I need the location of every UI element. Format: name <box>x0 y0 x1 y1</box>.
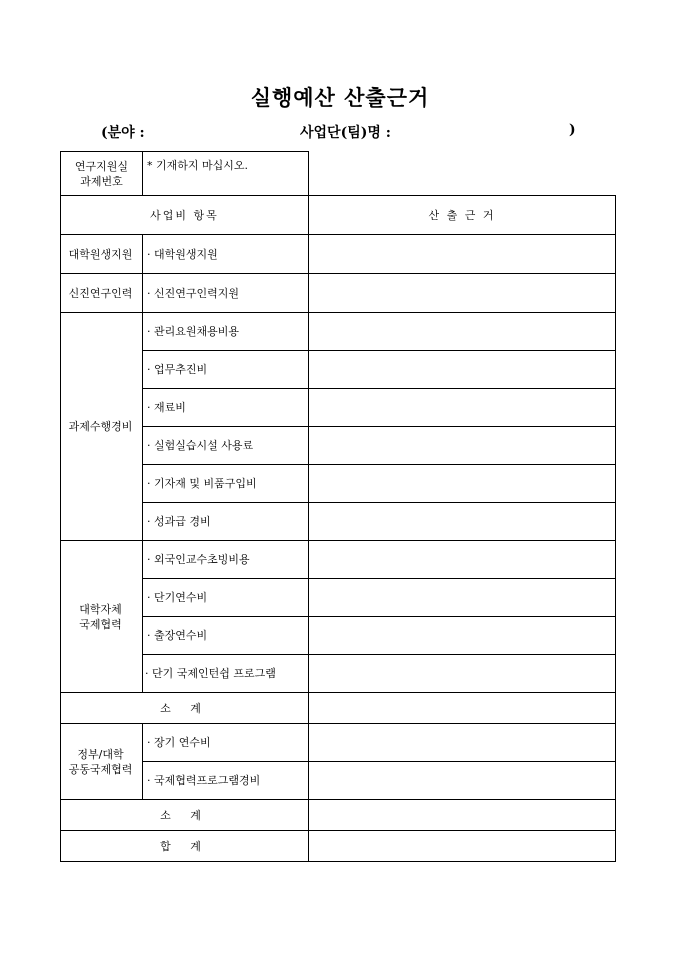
item-label: · 출장연수비 <box>143 617 309 655</box>
table-row <box>61 235 616 274</box>
basis-input-cell[interactable] <box>309 235 616 274</box>
table-row <box>61 579 616 617</box>
basis-input-cell[interactable] <box>309 617 616 655</box>
table-row <box>61 762 616 800</box>
table-row <box>61 351 616 389</box>
empty-corner <box>309 152 616 196</box>
total-label: 합 계 <box>61 831 309 862</box>
item-label: · 재료비 <box>143 389 309 427</box>
item-label: · 관리요원채용비용 <box>143 313 309 351</box>
table-row <box>61 465 616 503</box>
basis-input-cell[interactable] <box>309 655 616 693</box>
basis-input-cell[interactable] <box>309 579 616 617</box>
item-label: · 단기연수비 <box>143 579 309 617</box>
group-label-univ-intl-line2: 국제협력 <box>79 617 122 631</box>
item-label: · 업무추진비 <box>143 351 309 389</box>
group-label-univ-intl-line1: 대학자체 <box>79 602 122 616</box>
basis-input-cell[interactable] <box>309 351 616 389</box>
group-label-gov-univ-intl-line2: 공동국제협력 <box>68 762 133 776</box>
total-row <box>61 831 616 862</box>
table-row <box>61 724 616 762</box>
group-label-project-expense: 과제수행경비 <box>61 313 143 541</box>
table-row <box>61 389 616 427</box>
group-label-gov-univ-intl-line1: 정부/대학 <box>77 747 124 761</box>
basis-input-cell[interactable] <box>309 465 616 503</box>
budget-basis-table <box>60 151 616 862</box>
item-label: · 신진연구인력지원 <box>143 274 309 313</box>
basis-input-cell[interactable] <box>309 274 616 313</box>
basis-input-cell[interactable] <box>309 831 616 862</box>
project-number-label-line2: 과제번호 <box>80 174 123 188</box>
group-label-gov-univ-intl <box>61 724 143 800</box>
project-number-label-cell <box>61 152 143 196</box>
project-number-note: * 기재하지 마십시오. <box>143 152 309 196</box>
project-number-row <box>61 152 616 196</box>
table-row <box>61 617 616 655</box>
basis-input-cell[interactable] <box>309 427 616 465</box>
basis-input-cell[interactable] <box>309 800 616 831</box>
item-label: · 실험실습시설 사용료 <box>143 427 309 465</box>
group-label-univ-intl <box>61 541 143 693</box>
subtotal-row <box>61 693 616 724</box>
table-row <box>61 427 616 465</box>
item-label: · 단기 국제인턴쉽 프로그램 <box>143 655 309 693</box>
group-label-grad-support: 대학원생지원 <box>61 235 143 274</box>
basis-input-cell[interactable] <box>309 724 616 762</box>
item-label: · 장기 연수비 <box>143 724 309 762</box>
team-name-label: 사업단(팀)명 : <box>300 125 391 141</box>
item-column-header: 사업비 항목 <box>61 196 309 235</box>
basis-input-cell[interactable] <box>309 762 616 800</box>
subtotal-label: 소 계 <box>61 693 309 724</box>
basis-input-cell[interactable] <box>309 693 616 724</box>
item-label: · 외국인교수초빙비용 <box>143 541 309 579</box>
item-label: · 국제협력프로그램경비 <box>143 762 309 800</box>
subtotal-label: 소 계 <box>61 800 309 831</box>
project-number-label-line1: 연구지원실 <box>74 159 129 173</box>
subtotal-row <box>61 800 616 831</box>
table-row <box>61 503 616 541</box>
table-row <box>61 655 616 693</box>
item-label: · 기자재 및 비품구입비 <box>143 465 309 503</box>
basis-input-cell[interactable] <box>309 503 616 541</box>
basis-input-cell[interactable] <box>309 541 616 579</box>
closing-paren: ) <box>569 122 576 138</box>
basis-input-cell[interactable] <box>309 389 616 427</box>
basis-column-header: 산 출 근 거 <box>309 196 616 235</box>
table-row <box>61 274 616 313</box>
item-label: · 성과급 경비 <box>143 503 309 541</box>
header-row <box>61 196 616 235</box>
field-label: (분야 : <box>101 125 145 141</box>
table-row <box>61 541 616 579</box>
document-title: 실행예산 산출근거 <box>250 85 430 110</box>
table-row <box>61 313 616 351</box>
group-label-new-researcher: 신진연구인력 <box>61 274 143 313</box>
basis-input-cell[interactable] <box>309 313 616 351</box>
item-label: · 대학원생지원 <box>143 235 309 274</box>
